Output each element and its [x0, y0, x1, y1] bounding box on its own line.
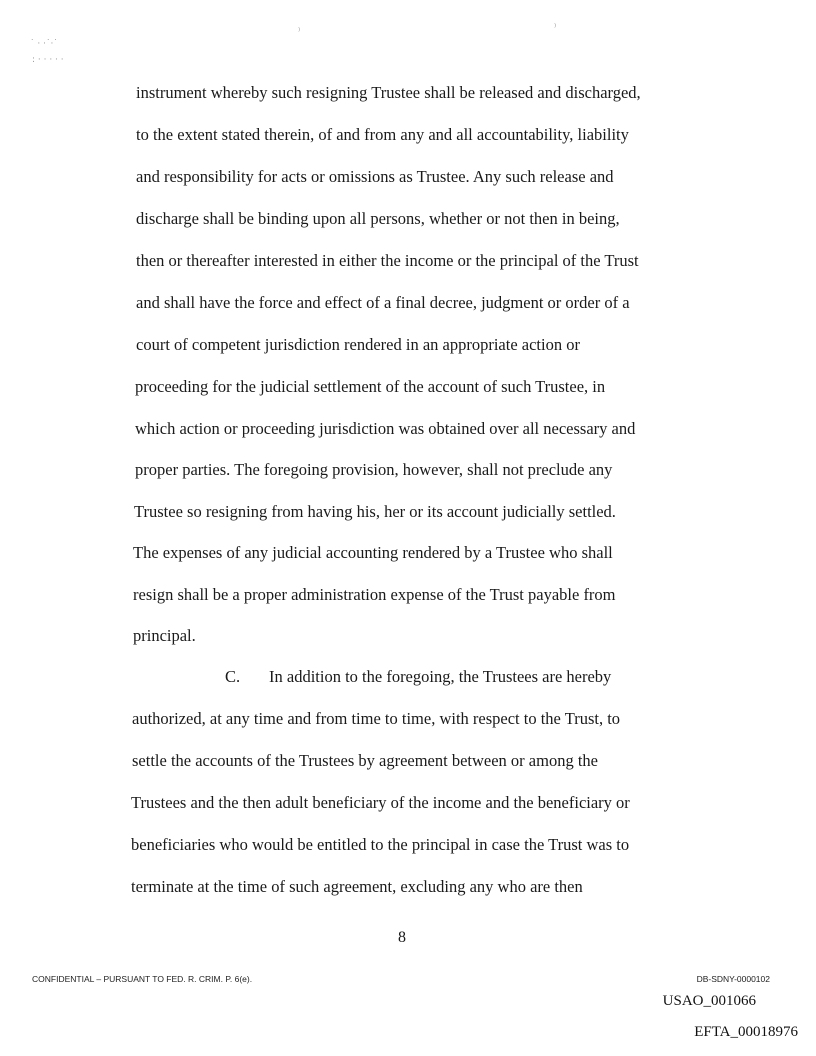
bates-usao: USAO_001066: [662, 993, 756, 1009]
bates-efta: EFTA_00018976: [694, 1024, 798, 1040]
section-c-line-2: authorized, at any time and from time to time, with respect to the Trust, to: [132, 709, 621, 728]
confidential-notice: CONFIDENTIAL – PURSUANT TO FED. R. CRIM. P. 6(e).: [32, 974, 253, 984]
body-line-2: to the extent stated therein, of and from any and all accountability, liability: [136, 125, 629, 144]
bates-db: DB-SDNY-0000102: [696, 974, 770, 984]
body-line-11: Trustee so resigning from having his, her or its account judicially settled.: [134, 502, 616, 521]
body-line-13: resign shall be a proper administration expense of the Trust payable from: [133, 585, 616, 604]
body-line-14: principal.: [133, 626, 196, 645]
page-number: 8: [398, 929, 406, 946]
section-c-line-3: settle the accounts of the Trustees by agreement between or among the: [132, 751, 598, 770]
scan-speck-top-left: ˙ · ·˙·˙: [30, 39, 58, 49]
section-c-line-6: terminate at the time of such agreement, excluding any who are then: [131, 877, 583, 896]
section-c-line-5: beneficiaries who would be entitled to the principal in case the Trust was to: [131, 835, 630, 854]
body-line-5: then or thereafter interested in either the income or the principal of the Trust: [136, 251, 639, 270]
scan-speck-top-left-2: : · · · · ·: [32, 55, 64, 65]
section-c-line-1: C. In addition to the foregoing, the Trustees are hereby: [225, 667, 612, 686]
body-line-1: instrument whereby such resigning Trustee shall be released and discharged,: [136, 83, 641, 102]
body-line-3: and responsibility for acts or omissions as Trustee. Any such release and: [136, 167, 614, 186]
scan-speck-top-mid: ⁾: [298, 27, 301, 37]
section-c-line-4: Trustees and the then adult beneficiary of the income and the beneficiary or: [131, 793, 630, 812]
body-line-8: proceeding for the judicial settlement of the account of such Trustee, in: [135, 377, 606, 396]
scan-speck-top-right: ⁾: [554, 23, 557, 33]
body-line-4: discharge shall be binding upon all persons, whether or not then in being,: [136, 209, 620, 228]
body-line-6: and shall have the force and effect of a final decree, judgment or order of a: [136, 293, 630, 312]
body-line-10: proper parties. The foregoing provision, however, shall not preclude any: [135, 460, 613, 479]
body-line-7: court of competent jurisdiction rendered in an appropriate action or: [136, 335, 580, 354]
body-line-12: The expenses of any judicial accounting rendered by a Trustee who shall: [133, 543, 613, 562]
body-line-9: which action or proceeding jurisdiction was obtained over all necessary and: [135, 419, 636, 438]
